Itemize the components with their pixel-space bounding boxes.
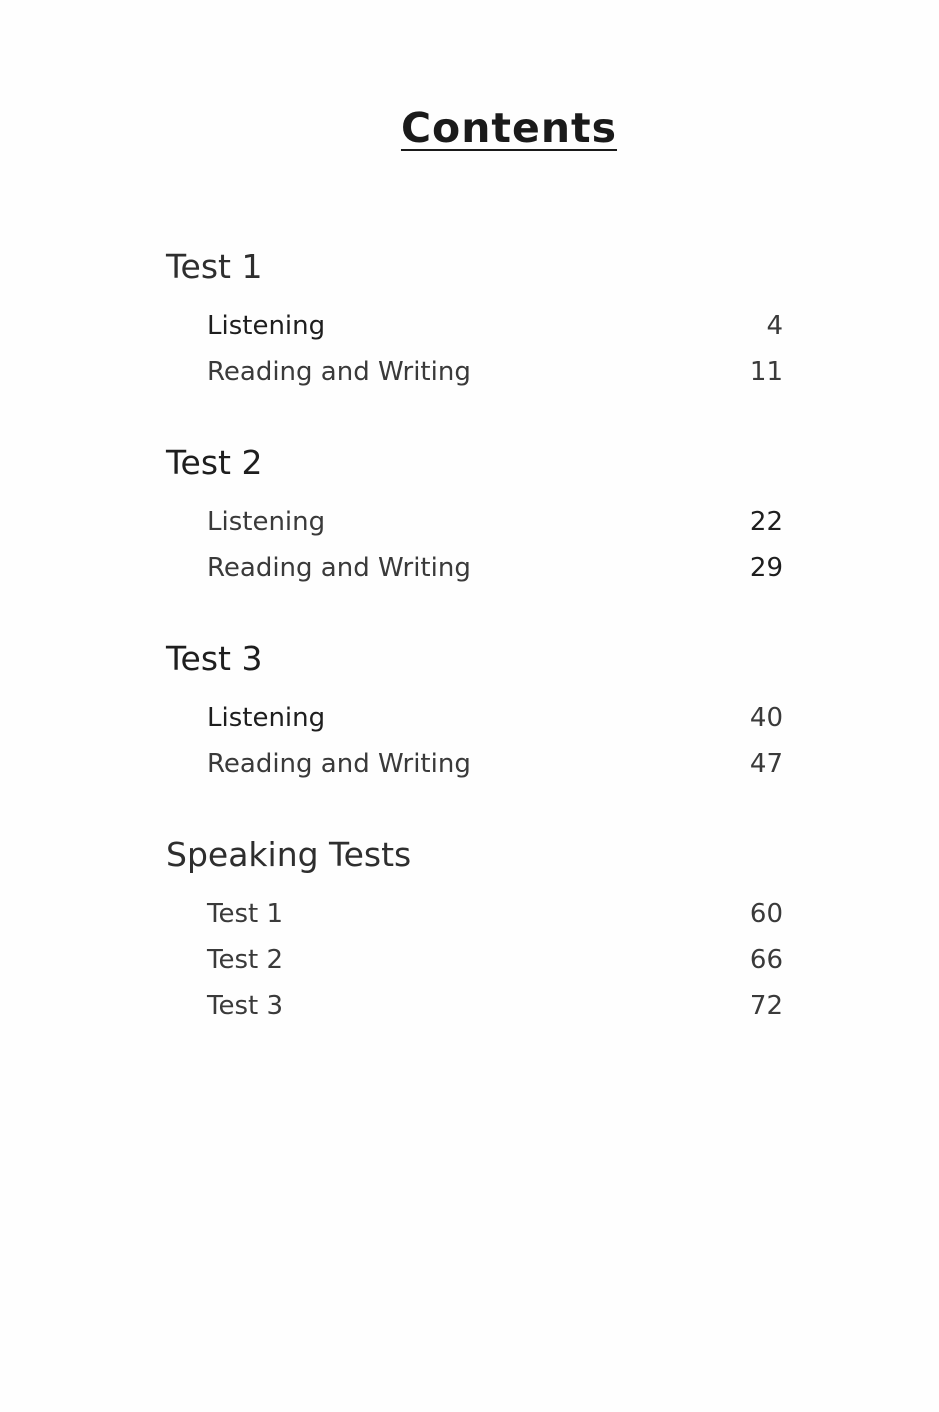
- section-heading-speaking-tests: Speaking Tests: [166, 835, 412, 874]
- section-heading-test-3: Test 3: [166, 639, 263, 678]
- toc-entry-label: Listening: [207, 507, 326, 537]
- section-heading-test-2: Test 2: [166, 443, 263, 482]
- toc-entry-speaking-test-3[interactable]: [207, 989, 783, 1023]
- toc-entry-page-number: 40: [749, 703, 783, 733]
- toc-entry-speaking-test-1[interactable]: [207, 897, 783, 931]
- toc-entry-page-number: 11: [749, 357, 783, 387]
- toc-entry-label: Reading and Writing: [207, 749, 471, 779]
- toc-entry-speaking-test-2[interactable]: [207, 943, 783, 977]
- toc-entry-test-2-reading-writing[interactable]: [207, 551, 783, 585]
- toc-entry-label: Test 3: [207, 991, 284, 1021]
- toc-entry-label: Listening: [207, 703, 326, 733]
- toc-entry-page-number: 22: [749, 507, 783, 537]
- toc-entry-page-number: 29: [749, 553, 783, 583]
- toc-entry-page-number: 72: [749, 991, 783, 1021]
- toc-entry-page-number: 4: [766, 311, 783, 341]
- toc-entry-test-1-listening[interactable]: [207, 309, 783, 343]
- toc-entry-label: Listening: [207, 311, 326, 341]
- toc-entry-test-1-reading-writing[interactable]: [207, 355, 783, 389]
- toc-entry-test-2-listening[interactable]: [207, 505, 783, 539]
- toc-entry-label: Test 1: [207, 899, 284, 929]
- toc-entry-label: Reading and Writing: [207, 357, 471, 387]
- toc-entry-test-3-listening[interactable]: [207, 701, 783, 735]
- section-heading-test-1: Test 1: [166, 247, 263, 286]
- toc-entry-label: Reading and Writing: [207, 553, 471, 583]
- page-title: Contents: [400, 104, 618, 152]
- toc-entry-label: Test 2: [207, 945, 284, 975]
- toc-entry-page-number: 60: [749, 899, 783, 929]
- toc-entry-test-3-reading-writing[interactable]: [207, 747, 783, 781]
- toc-entry-page-number: 66: [749, 945, 783, 975]
- toc-entry-page-number: 47: [749, 749, 783, 779]
